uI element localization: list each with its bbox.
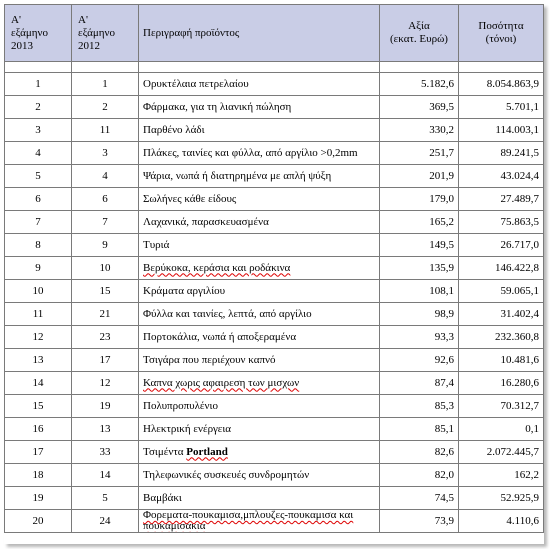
cell-description (139, 418, 380, 441)
description-text: Βαμβάκι (143, 491, 182, 504)
cell-rank-2013: 12 (5, 326, 72, 349)
description-text: Τσιμέντα (143, 445, 187, 458)
table-row (5, 464, 544, 487)
header-rank-2012 (72, 5, 139, 62)
cell-description (139, 142, 380, 165)
cell-rank-2013: 11 (5, 303, 72, 326)
cell-rank-2013: 1 (5, 73, 72, 96)
cell-rank-2012: 19 (72, 395, 139, 418)
cell-rank-2012: 11 (72, 119, 139, 142)
cell-quantity: 146.422,8 (459, 257, 544, 280)
cell-rank-2012: 1 (72, 73, 139, 96)
table-row (5, 326, 544, 349)
cell-description (139, 303, 380, 326)
cell-description (139, 395, 380, 418)
cell-description (139, 510, 380, 533)
description-text: Πλάκες, ταινίες και φύλλα, από αργίλιο >0,2mm (143, 146, 358, 159)
cell-value: 98,9 (380, 303, 459, 326)
cell-value: 135,9 (380, 257, 459, 280)
cell-description (139, 372, 380, 395)
cell-value: 179,0 (380, 188, 459, 211)
cell-rank-2012: 14 (72, 464, 139, 487)
cell-rank-2012: 15 (72, 280, 139, 303)
cell-value: 165,2 (380, 211, 459, 234)
table-row (5, 372, 544, 395)
table-row (5, 119, 544, 142)
spacer-cell (459, 62, 544, 73)
header-rank-2012-line1: Α' (78, 13, 88, 26)
cell-rank-2012: 24 (72, 510, 139, 533)
cell-value: 108,1 (380, 280, 459, 303)
cell-description (139, 188, 380, 211)
cell-value: 330,2 (380, 119, 459, 142)
cell-rank-2012: 33 (72, 441, 139, 464)
description-text: Ψάρια, νωπά ή διατηρημένα με απλή ψύξη (143, 169, 332, 182)
cell-rank-2012: 4 (72, 165, 139, 188)
description-brand-text: Portland (186, 445, 228, 458)
cell-rank-2012: 2 (72, 96, 139, 119)
header-rank-2012-line3: 2012 (78, 39, 100, 52)
header-description: Περιγραφή προϊόντος (139, 5, 380, 62)
cell-quantity: 2.072.445,7 (459, 441, 544, 464)
cell-rank-2012: 9 (72, 234, 139, 257)
cell-rank-2013: 7 (5, 211, 72, 234)
table-row (5, 510, 544, 533)
cell-description (139, 211, 380, 234)
cell-quantity: 59.065,1 (459, 280, 544, 303)
cell-description (139, 441, 380, 464)
cell-quantity: 5.701,1 (459, 96, 544, 119)
table-row (5, 211, 544, 234)
cell-value: 5.182,6 (380, 73, 459, 96)
table-spacer-row (5, 62, 544, 73)
header-value-line1: Αξία (408, 20, 430, 32)
cell-rank-2013: 20 (5, 510, 72, 533)
cell-value: 85,3 (380, 395, 459, 418)
header-quantity (459, 5, 544, 62)
cell-quantity: 4.110,6 (459, 510, 544, 533)
cell-value: 82,6 (380, 441, 459, 464)
cell-quantity: 10.481,6 (459, 349, 544, 372)
cell-value: 93,3 (380, 326, 459, 349)
table-row (5, 303, 544, 326)
cell-rank-2012: 12 (72, 372, 139, 395)
description-text: Τυριά (143, 238, 170, 251)
description-text: Τσιγάρα που περιέχουν καπνό (143, 353, 276, 366)
cell-quantity: 43.024,4 (459, 165, 544, 188)
cell-rank-2013: 10 (5, 280, 72, 303)
header-quantity-line1: Ποσότητα (478, 20, 524, 32)
description-text: Λαχανικά, παρασκευασμένα (143, 215, 269, 228)
cell-rank-2012: 17 (72, 349, 139, 372)
table-row (5, 441, 544, 464)
table-row (5, 280, 544, 303)
cell-description (139, 326, 380, 349)
header-value (380, 5, 459, 62)
table-row (5, 349, 544, 372)
cell-rank-2013: 3 (5, 119, 72, 142)
spacer-cell (5, 62, 72, 73)
description-text: Καπνα χωρις αφαιρεση των μισχων (143, 376, 300, 389)
cell-value: 201,9 (380, 165, 459, 188)
cell-rank-2013: 8 (5, 234, 72, 257)
export-products-table-frame (4, 4, 544, 544)
spacer-cell (72, 62, 139, 73)
cell-description (139, 487, 380, 510)
cell-rank-2013: 19 (5, 487, 72, 510)
cell-value: 369,5 (380, 96, 459, 119)
description-text: Κράματα αργιλίου (143, 284, 226, 297)
cell-rank-2012: 23 (72, 326, 139, 349)
cell-value: 251,7 (380, 142, 459, 165)
cell-description (139, 464, 380, 487)
cell-value: 92,6 (380, 349, 459, 372)
cell-quantity: 75.863,5 (459, 211, 544, 234)
cell-rank-2013: 6 (5, 188, 72, 211)
cell-description (139, 165, 380, 188)
table-row (5, 257, 544, 280)
cell-quantity: 27.489,7 (459, 188, 544, 211)
cell-description (139, 234, 380, 257)
cell-quantity: 52.925,9 (459, 487, 544, 510)
cell-quantity: 8.054.863,9 (459, 73, 544, 96)
table-row (5, 395, 544, 418)
cell-description (139, 280, 380, 303)
spacer-cell (380, 62, 459, 73)
table-row (5, 487, 544, 510)
cell-quantity: 232.360,8 (459, 326, 544, 349)
cell-rank-2013: 17 (5, 441, 72, 464)
description-text: Φορεματα-πουκαμισα,μπλουζες-πουκαμισα και πουκαμισακια (143, 509, 354, 532)
cell-quantity: 16.280,6 (459, 372, 544, 395)
cell-rank-2012: 3 (72, 142, 139, 165)
cell-description (139, 257, 380, 280)
cell-description (139, 73, 380, 96)
description-text: Ορυκτέλαια πετρελαίου (143, 77, 249, 90)
cell-value: 82,0 (380, 464, 459, 487)
description-text: Φάρμακα, για τη λιανική πώληση (143, 100, 292, 113)
cell-value: 74,5 (380, 487, 459, 510)
cell-rank-2012: 13 (72, 418, 139, 441)
header-rank-2012-line2: εξάμηνο (78, 26, 116, 39)
cell-quantity: 0,1 (459, 418, 544, 441)
table-row (5, 142, 544, 165)
description-text: Σωλήνες κάθε είδους (143, 192, 237, 205)
table-body (5, 62, 544, 533)
cell-rank-2013: 14 (5, 372, 72, 395)
cell-quantity: 26.717,0 (459, 234, 544, 257)
cell-rank-2012: 5 (72, 487, 139, 510)
cell-quantity: 89.241,5 (459, 142, 544, 165)
cell-description (139, 349, 380, 372)
cell-value: 73,9 (380, 510, 459, 533)
description-text: Τηλεφωνικές συσκευές συνδρομητών (143, 468, 310, 481)
cell-quantity: 162,2 (459, 464, 544, 487)
cell-rank-2012: 21 (72, 303, 139, 326)
header-rank-2013 (5, 5, 72, 62)
cell-rank-2013: 5 (5, 165, 72, 188)
export-products-table (4, 4, 544, 533)
cell-description (139, 119, 380, 142)
cell-quantity: 70.312,7 (459, 395, 544, 418)
cell-rank-2013: 9 (5, 257, 72, 280)
cell-rank-2013: 2 (5, 96, 72, 119)
cell-rank-2013: 16 (5, 418, 72, 441)
header-value-line2: (εκατ. Ευρώ) (390, 33, 448, 45)
description-text: Πορτοκάλια, νωπά ή αποξεραμένα (143, 330, 297, 343)
spacer-cell (139, 62, 380, 73)
cell-rank-2012: 7 (72, 211, 139, 234)
cell-quantity: 114.003,1 (459, 119, 544, 142)
description-text: Ηλεκτρική ενέργεια (143, 422, 232, 435)
cell-rank-2013: 4 (5, 142, 72, 165)
header-rank-2013-line3: 2013 (11, 39, 33, 52)
cell-rank-2012: 6 (72, 188, 139, 211)
cell-value: 85,1 (380, 418, 459, 441)
table-row (5, 234, 544, 257)
description-text: Φύλλα και ταινίες, λεπτά, από αργίλιο (143, 307, 312, 320)
header-rank-2013-line1: Α' (11, 13, 21, 26)
table-row (5, 188, 544, 211)
description-text: Πολυπροπυλένιο (143, 399, 218, 412)
description-text: Παρθένο λάδι (143, 123, 205, 136)
table-row (5, 418, 544, 441)
header-rank-2013-line2: εξάμηνο (11, 26, 49, 39)
cell-description (139, 96, 380, 119)
description-text: Βερύκοκα, κεράσια και ροδάκινα (143, 261, 291, 274)
cell-rank-2013: 15 (5, 395, 72, 418)
cell-rank-2013: 18 (5, 464, 72, 487)
header-quantity-line2: (τόνοι) (485, 33, 517, 45)
cell-quantity: 31.402,4 (459, 303, 544, 326)
cell-value: 149,5 (380, 234, 459, 257)
table-row (5, 165, 544, 188)
table-row (5, 73, 544, 96)
table-header-row (5, 5, 544, 62)
table-row (5, 96, 544, 119)
cell-value: 87,4 (380, 372, 459, 395)
cell-rank-2012: 10 (72, 257, 139, 280)
cell-rank-2013: 13 (5, 349, 72, 372)
